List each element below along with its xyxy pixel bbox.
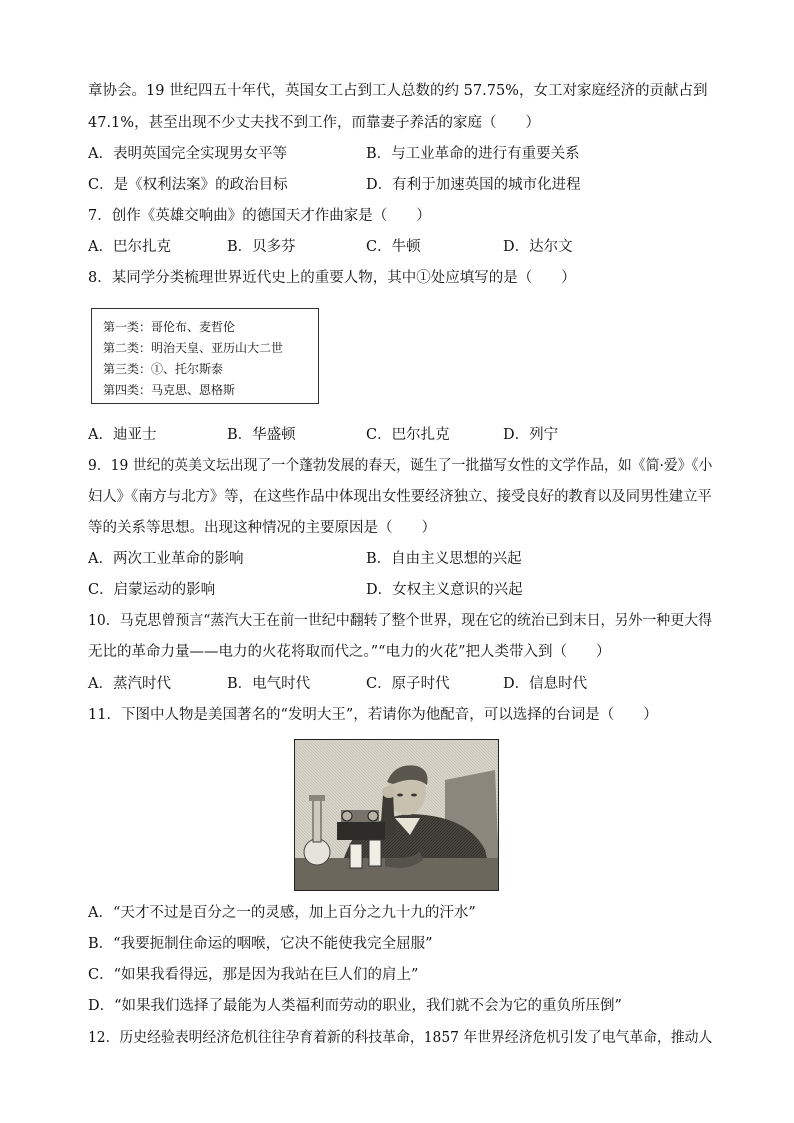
q6-option-a[interactable]: A．表明英国完全实现男女平等 [88,146,287,162]
inventor-photo [294,739,499,891]
q9-stem-line3: 等的关系等思想。出现这种情况的主要原因是（ ） [88,520,436,536]
q6-option-c[interactable]: C．是《权利法案》的政治目标 [88,177,288,193]
q6-option-b[interactable]: B．与工业革命的进行有重要关系 [366,146,580,162]
q9-option-d[interactable]: D．女权主义意识的兴起 [366,582,523,598]
q8-option-b[interactable]: B．华盛顿 [227,427,296,443]
q9-option-c[interactable]: C．启蒙运动的影响 [88,582,216,598]
q6-stem-line1: 章协会。19 世纪四五十年代，英国女工占到工人总数的约 57.75%，女工对家庭经济的贡献占到 [88,83,708,99]
q7-stem: 7．创作《英雄交响曲》的德国天才作曲家是（ ） [88,208,431,224]
q8-box-line: 第一类：哥伦布、麦哲伦 [103,320,236,334]
q7-option-b[interactable]: B．贝多芬 [227,239,296,255]
q6-option-d[interactable]: D．有利于加速英国的城市化进程 [366,177,581,193]
q9-stem-line1: 9．19 世纪的英美文坛出现了一个蓬勃发展的春天，诞生了一批描写女性的文学作品，如《简·爱》《小 [88,458,713,474]
q8-box-line: 第四类：马克思、恩格斯 [103,383,236,397]
q8-option-a[interactable]: A．迪亚士 [88,427,157,443]
q11-option-c[interactable]: C．“如果我看得远，那是因为我站在巨人们的肩上” [88,967,419,983]
q8-category-box [91,308,319,404]
q11-option-a[interactable]: A．“天才不过是百分之一的灵感，加上百分之九十九的汗水” [88,905,476,921]
q11-option-d[interactable]: D．“如果我们选择了最能为人类福利而劳动的职业，我们就不会为它的重负所压倒” [88,998,622,1014]
q10-stem-line2: 无比的革命力量——电力的火花将取而代之。”“电力的火花”把人类带入到（ ） [88,644,611,660]
q10-option-a[interactable]: A．蒸汽时代 [88,676,171,692]
q7-option-d[interactable]: D．达尔文 [503,239,573,255]
q10-option-b[interactable]: B．电气时代 [227,676,311,692]
q11-stem: 11．下图中人物是美国著名的“发明大王”，若请你为他配音，可以选择的台词是（ ） [88,707,658,723]
q8-box-line: 第三类：①、托尔斯泰 [103,362,224,376]
q9-option-a[interactable]: A．两次工业革命的影响 [88,551,244,567]
q7-option-a[interactable]: A．巴尔扎克 [88,239,171,255]
q11-option-b[interactable]: B．“我要扼制住命运的咽喉，它决不能使我完全屈服” [88,936,433,952]
q12-stem-line1: 12．历史经验表明经济危机往往孕育着新的科技革命，1857 年世界经济危机引发了电气革命，推动人 [88,1030,713,1046]
q8-option-c[interactable]: C．巴尔扎克 [366,427,450,443]
q10-stem-line1: 10．马克思曾预言“蒸汽大王在前一世纪中翻转了整个世界，现在它的统治已到末日，另外一种更大得 [88,613,713,629]
q9-option-b[interactable]: B．自由主义思想的兴起 [366,551,522,567]
q10-option-d[interactable]: D．信息时代 [503,676,588,692]
q6-stem-line2: 47.1%，甚至出现不少丈夫找不到工作，而靠妻子养活的家庭（ ） [88,115,541,131]
q8-box-line: 第二类：明治天皇、亚历山大二世 [103,341,284,355]
q10-option-c[interactable]: C．原子时代 [366,676,450,692]
q8-option-d[interactable]: D．列宁 [503,427,559,443]
q7-option-c[interactable]: C．牛顿 [366,239,421,255]
q8-stem: 8．某同学分类梳理世界近代史上的重要人物，其中①处应填写的是（ ） [88,270,576,286]
inventor-photo-illustration [295,740,499,891]
q9-stem-line2: 妇人》《南方与北方》等，在这些作品中体现出女性要经济独立、接受良好的教育以及同男性建立平 [88,489,712,505]
